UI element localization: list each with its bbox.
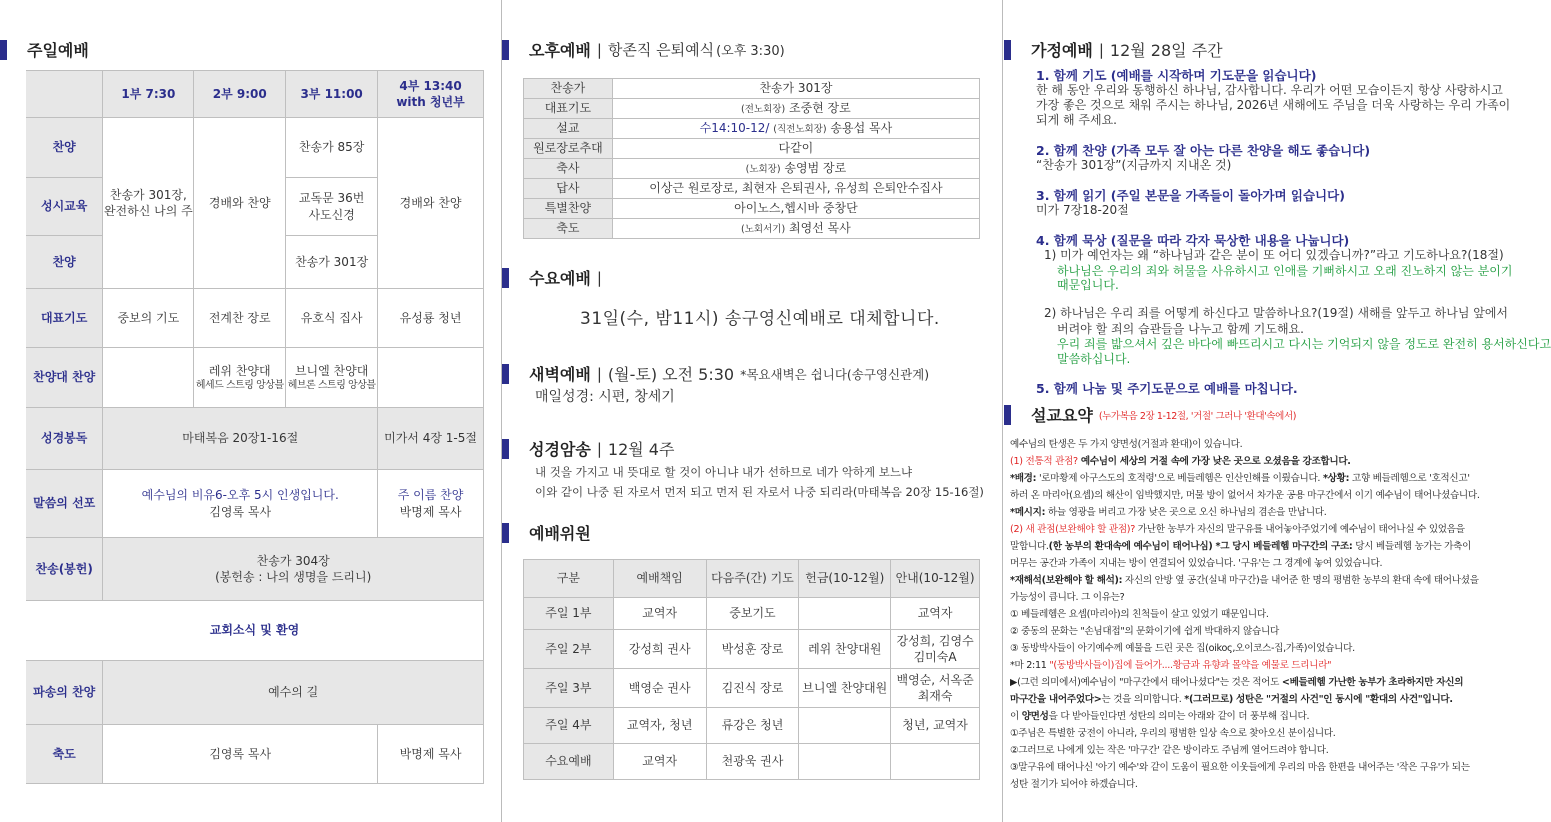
section-title: 주일예배 bbox=[27, 41, 89, 60]
cell: 교독문 36번 사도신경 bbox=[286, 178, 378, 236]
section-title: 새벽예배 bbox=[529, 365, 591, 384]
staff-cell: 레위 찬양대원 bbox=[799, 630, 891, 669]
staff-row bbox=[524, 669, 980, 708]
cell: 찬송가 304장 (봉헌송 : 나의 생명을 드리니) bbox=[103, 538, 484, 601]
section-title: 성경암송 bbox=[529, 440, 591, 459]
section-marker bbox=[502, 523, 509, 543]
cell: 김영록 목사 bbox=[103, 725, 378, 784]
section-divider: | bbox=[596, 40, 602, 59]
summary-line: 가능성이 큽니다. 그 이유는? bbox=[1010, 592, 1125, 603]
family-text: 가장 좋은 것으로 채워 주시는 하나님, 2026년 새해에도 주님을 더욱 사랑하는 우리 가족이 bbox=[1036, 98, 1511, 112]
row-header: 찬양대 찬양 bbox=[26, 348, 103, 408]
staff-row bbox=[524, 708, 980, 744]
section-divider: | bbox=[596, 439, 602, 458]
cell bbox=[103, 470, 378, 538]
summary-line: (1) 전통적 관점? 예수님이 세상의 거절 속에 가장 낮은 곳으로 오셨음을 강조합니다. bbox=[1010, 456, 1351, 467]
afternoon-label: 대표기도 bbox=[524, 99, 613, 119]
staff-row bbox=[524, 598, 980, 630]
row-header: 성경봉독 bbox=[26, 408, 103, 470]
staff-row bbox=[524, 630, 980, 669]
afternoon-value: 다같이 bbox=[612, 139, 979, 159]
choir-name: 레위 찬양대 bbox=[208, 363, 271, 378]
afternoon-row bbox=[524, 159, 980, 179]
cell: 찬송가 301장, 완전하신 나의 주 bbox=[103, 118, 194, 289]
section-staff-header bbox=[502, 521, 591, 544]
column-divider bbox=[1002, 0, 1003, 822]
summary-line: ③말구유에 태어나신 '아기 예수'와 같이 도움이 필요한 이웃들에게 우리의 마음 한편을 내어주는 '작은 구유'가 되는 bbox=[1010, 762, 1470, 773]
choir-ensemble: 헤브론 스트링 앙상블 bbox=[287, 379, 376, 391]
memory-line: 내 것을 가지고 내 뜻대로 할 것이 아니냐 내가 선하므로 네가 악하게 보느냐 bbox=[535, 465, 913, 479]
afternoon-row bbox=[524, 219, 980, 239]
staff-cell: 강성희, 김영수 김미숙A bbox=[891, 630, 980, 669]
cell: 미가서 4장 1-5절 bbox=[378, 408, 484, 470]
family-text: 한 해 동안 우리와 동행하신 하나님, 감사합니다. 우리가 어떤 모습이든지 항상 사랑하시고 bbox=[1036, 83, 1503, 97]
summary-line: ③ 동방박사들이 아기예수께 예물을 드린 곳은 집(oikoς,오이코스-집,가족)이었습니다. bbox=[1010, 643, 1355, 654]
afternoon-row bbox=[524, 99, 980, 119]
summary-line: 성탄 절기가 되어야 하겠습니다. bbox=[1010, 779, 1138, 790]
afternoon-value: 찬송가 301장 bbox=[612, 79, 979, 99]
summary-line: *배경: '로마황제 아구스도의 호적령'으로 베들레헴은 인산인해를 이뤘습니다. *상황: 고향 베들레헴으로 '호적신고' bbox=[1010, 473, 1470, 484]
section-subtitle: 항존직 은퇴예식 bbox=[607, 41, 715, 59]
cell: 중보의 기도 bbox=[103, 289, 194, 348]
family-answer: 하나님은 우리의 죄와 허물을 사유하시고 인애를 기뻐하시고 오래 진노하지 않는 분이기 bbox=[1057, 264, 1513, 278]
family-question: 1) 미가 예언자는 왜 “하나님과 같은 분이 또 어디 있겠습니까?”라고 기도하나요?(18절) bbox=[1044, 248, 1504, 262]
afternoon-row bbox=[524, 199, 980, 219]
afternoon-value: (노회서기) 최영선 목사 bbox=[612, 219, 979, 239]
staff-col-header: 안내(10-12월) bbox=[891, 560, 980, 598]
staff-cell: 박성훈 장로 bbox=[706, 630, 799, 669]
family-question: 버려야 할 죄의 습관들을 나누고 함께 기도해요. bbox=[1057, 322, 1304, 336]
section-title: 수요예배 bbox=[529, 269, 591, 288]
family-step-heading: 4. 함께 묵상 (질문을 따라 각자 묵상한 내용을 나눕니다) bbox=[1036, 233, 1350, 248]
row-header: 축도 bbox=[26, 725, 103, 784]
afternoon-value: 수14:10-12/ (직전노회장) 송용섭 목사 bbox=[612, 119, 979, 139]
section-sunday-header bbox=[0, 38, 89, 61]
family-step-heading: 3. 함께 읽기 (주일 본문을 가족들이 돌아가며 읽습니다) bbox=[1036, 188, 1345, 203]
sunday-service-table bbox=[26, 70, 484, 784]
staff-cell: 교역자, 청년 bbox=[613, 708, 706, 744]
cell: 예수의 길 bbox=[103, 661, 484, 725]
section-title: 예배위원 bbox=[529, 524, 591, 543]
section-title: 오후예배 bbox=[529, 41, 591, 60]
staff-cell: 교역자 bbox=[891, 598, 980, 630]
afternoon-table bbox=[523, 78, 980, 239]
cell: 전계찬 장로 bbox=[194, 289, 286, 348]
summary-line: 예수님의 탄생은 두 가지 양면성(거절과 환대)이 있습니다. bbox=[1010, 439, 1243, 450]
summary-line: *메시지: 하늘 영광을 버리고 가장 낮은 곳으로 오신 하나님의 겸손을 만납니다. bbox=[1010, 507, 1327, 518]
row-header: 찬양 bbox=[26, 236, 103, 289]
staff-col-header: 헌금(10-12월) bbox=[799, 560, 891, 598]
family-answer: 우리 죄를 밟으셔서 깊은 바다에 빠뜨리시고 다시는 기억되지 않을 정도로 완전히 용서하신다고 bbox=[1057, 337, 1551, 351]
summary-line: ①주님은 특별한 궁전이 아니라, 우리의 평범한 일상 속으로 찾아오신 분이십니다. bbox=[1010, 728, 1336, 739]
staff-cell bbox=[799, 598, 891, 630]
afternoon-row bbox=[524, 119, 980, 139]
family-step-heading: 5. 함께 나눔 및 주기도문으로 예배를 마칩니다. bbox=[1036, 381, 1298, 396]
wednesday-text: 31일(수, 밤11시) 송구영신예배로 대체합니다. bbox=[580, 309, 940, 329]
column-divider bbox=[501, 0, 502, 822]
section-marker bbox=[1004, 405, 1011, 425]
staff-row-header: 주일 1부 bbox=[524, 598, 614, 630]
row-header: 파송의 찬양 bbox=[26, 661, 103, 725]
memory-line: 이와 같이 나중 된 자로서 먼저 되고 먼저 된 자로서 나중 되리라(마태복음 20장 15-16절) bbox=[535, 485, 984, 499]
dawn-reading: 매일성경: 시편, 창세기 bbox=[535, 389, 675, 405]
staff-col-header: 구분 bbox=[524, 560, 614, 598]
section-marker bbox=[502, 40, 509, 60]
section-title: 가정예배 bbox=[1031, 41, 1093, 60]
afternoon-label: 특별찬양 bbox=[524, 199, 613, 219]
cell bbox=[378, 348, 484, 408]
staff-cell: 강성희 권사 bbox=[613, 630, 706, 669]
cell bbox=[378, 470, 484, 538]
cell: 유호식 집사 bbox=[286, 289, 378, 348]
sermon-title: 예수님의 비유6-오후 5시 인생입니다. bbox=[141, 488, 339, 503]
cell bbox=[286, 348, 378, 408]
afternoon-label: 축사 bbox=[524, 159, 613, 179]
summary-line: 말합니다.(한 농부의 환대속에 예수님이 태어나심) *그 당시 베들레헴 마구간의 구조: 당시 베들레헴 농가는 가축이 bbox=[1010, 541, 1472, 552]
family-week: 12월 28일 주간 bbox=[1109, 41, 1223, 60]
section-marker bbox=[502, 364, 509, 384]
family-text: 미가 7장18-20절 bbox=[1036, 203, 1129, 217]
section-memory-header bbox=[502, 437, 674, 460]
staff-col-header: 다음주(간) 기도 bbox=[706, 560, 799, 598]
section-marker bbox=[0, 40, 7, 60]
summary-line: ② 중동의 문화는 "손님대접"의 문화이기에 쉽게 박대하지 않습니다 bbox=[1010, 626, 1279, 637]
section-divider: | bbox=[596, 268, 602, 287]
staff-cell: 브니엘 찬양대원 bbox=[799, 669, 891, 708]
staff-row-header: 주일 2부 bbox=[524, 630, 614, 669]
sermon-pastor: 김영록 목사 bbox=[209, 504, 272, 519]
news-row: 교회소식 및 환영 bbox=[26, 601, 484, 661]
cell: 경배와 찬양 bbox=[194, 118, 286, 289]
cell: 유성룡 청년 bbox=[378, 289, 484, 348]
section-marker bbox=[502, 439, 509, 459]
table-corner bbox=[26, 71, 103, 118]
row-header: 찬양 bbox=[26, 118, 103, 178]
section-divider: | bbox=[1098, 40, 1104, 59]
section-family-header bbox=[1004, 38, 1223, 61]
family-step-heading: 1. 함께 기도 (예배를 시작하며 기도문을 읽습니다) bbox=[1036, 68, 1317, 83]
family-question: 2) 하나님은 우리 죄를 어떻게 하신다고 말씀하나요?(19절) 새해를 앞두고 하나님 앞에서 bbox=[1044, 306, 1509, 320]
staff-table bbox=[523, 559, 980, 780]
afternoon-value: (노회장) 송영범 장로 bbox=[612, 159, 979, 179]
col-header: 2부 9:00 bbox=[194, 71, 286, 118]
staff-cell: 교역자 bbox=[613, 598, 706, 630]
afternoon-value: 아이노스,헵시바 중창단 bbox=[612, 199, 979, 219]
col-header: 3부 11:00 bbox=[286, 71, 378, 118]
staff-row bbox=[524, 744, 980, 780]
family-answer: 때문입니다. bbox=[1057, 278, 1119, 292]
family-text: 되게 해 주세요. bbox=[1036, 113, 1117, 127]
summary-reference: (누가복음 2장 1-12절, '거절' 그러나 '환대'속에서) bbox=[1098, 410, 1297, 422]
staff-cell: 백영순 권사 bbox=[613, 669, 706, 708]
afternoon-label: 원로장로추대 bbox=[524, 139, 613, 159]
row-header: 찬송(봉헌) bbox=[26, 538, 103, 601]
choir-ensemble: 헤세드 스트링 앙상블 bbox=[195, 379, 284, 391]
staff-cell: 천광욱 권사 bbox=[706, 744, 799, 780]
staff-col-header: 예배책임 bbox=[613, 560, 706, 598]
row-header: 말씀의 선포 bbox=[26, 470, 103, 538]
cell: 박명제 목사 bbox=[378, 725, 484, 784]
family-text: “찬송가 301장”(지금까지 지내온 것) bbox=[1036, 158, 1232, 172]
row-header: 대표기도 bbox=[26, 289, 103, 348]
section-wednesday-header bbox=[502, 266, 602, 289]
staff-cell bbox=[799, 744, 891, 780]
section-afternoon-header bbox=[502, 38, 785, 61]
staff-cell: 김진식 장로 bbox=[706, 669, 799, 708]
cell bbox=[103, 348, 194, 408]
afternoon-label: 축도 bbox=[524, 219, 613, 239]
staff-row-header: 주일 4부 bbox=[524, 708, 614, 744]
afternoon-label: 찬송가 bbox=[524, 79, 613, 99]
summary-line: *재해석(보완해야 할 해석): 자신의 안방 옆 공간(실내 마구간)을 내어준 한 명의 평범한 농부의 환대 속에 태어나셨을 bbox=[1010, 575, 1479, 586]
family-step-heading: 2. 함께 찬양 (가족 모두 잘 아는 다른 찬양을 해도 좋습니다) bbox=[1036, 143, 1371, 158]
summary-line: *마 2:11 "(동방박사들이)집에 들어가....황금과 유향과 몰약을 예물로 드리니라" bbox=[1010, 660, 1332, 671]
staff-cell: 중보기도 bbox=[706, 598, 799, 630]
section-dawn-header bbox=[502, 362, 929, 385]
section-summary-header bbox=[1004, 403, 1296, 426]
afternoon-value: 이상근 원로장로, 최현자 은퇴권사, 유성희 은퇴안수집사 bbox=[612, 179, 979, 199]
afternoon-row bbox=[524, 139, 980, 159]
choir-name: 브니엘 찬양대 bbox=[294, 363, 369, 378]
afternoon-label: 설교 bbox=[524, 119, 613, 139]
family-answer: 말씀하십니다. bbox=[1057, 352, 1131, 366]
staff-cell bbox=[891, 744, 980, 780]
cell: 찬송가 301장 bbox=[286, 236, 378, 289]
col-header: 1부 7:30 bbox=[103, 71, 194, 118]
section-marker bbox=[502, 268, 509, 288]
staff-row-header: 주일 3부 bbox=[524, 669, 614, 708]
dawn-note: *목요새벽은 쉽니다(송구영신관계) bbox=[740, 366, 930, 382]
summary-line: 하러 온 마리아(요셉)의 해산이 임박했지만, 머물 방이 없어서 차가운 공용 마구간에서 이기 예수님이 태어나셨습니다. bbox=[1010, 490, 1480, 501]
staff-cell: 청년, 교역자 bbox=[891, 708, 980, 744]
staff-row-header: 수요예배 bbox=[524, 744, 614, 780]
staff-cell: 교역자 bbox=[613, 744, 706, 780]
section-divider: | bbox=[596, 364, 602, 383]
section-marker bbox=[1004, 40, 1011, 60]
sermon-pastor: 박명제 목사 bbox=[399, 504, 462, 519]
dawn-time: (월-토) 오전 5:30 bbox=[607, 365, 735, 384]
cell bbox=[194, 348, 286, 408]
afternoon-row bbox=[524, 179, 980, 199]
section-time: (오후 3:30) bbox=[716, 44, 785, 59]
summary-line: ① 베들레헴은 요셉(마리아)의 친척들이 살고 있었기 때문입니다. bbox=[1010, 609, 1269, 620]
memory-week: 12월 4주 bbox=[607, 440, 675, 459]
cell: 찬송가 85장 bbox=[286, 118, 378, 178]
summary-line: 마구간을 내어주었다>는 것을 의미합니다. *(그러므로) 성탄은 "거절의 사건"인 동시에 "환대의 사건"입니다. bbox=[1010, 694, 1453, 705]
cell: 경배와 찬양 bbox=[378, 118, 484, 289]
summary-line: ②그러므로 나에게 있는 작은 '마구간' 같은 방이라도 주님께 열어드려야 합니다. bbox=[1010, 745, 1329, 756]
row-header: 성시교육 bbox=[26, 178, 103, 236]
section-title: 설교요약 bbox=[1031, 406, 1093, 425]
col-header: 4부 13:40 with 청년부 bbox=[378, 71, 484, 118]
summary-line: (2) 새 관점(보완해야 할 관점)? 가난한 농부가 자신의 말구유를 내어놓아주었기에 예수님이 태어나실 수 있었음을 bbox=[1010, 524, 1465, 535]
staff-cell bbox=[799, 708, 891, 744]
sermon-summary bbox=[1010, 436, 1490, 793]
sermon-title: 주 이름 찬양 bbox=[397, 488, 464, 503]
staff-cell: 백영순, 서옥준 최재숙 bbox=[891, 669, 980, 708]
afternoon-label: 답사 bbox=[524, 179, 613, 199]
staff-cell: 류강은 청년 bbox=[706, 708, 799, 744]
summary-line: 머무는 공간과 가족이 지내는 방이 연결되어 있었습니다. '구유'는 그 경계에 놓여 있었습니다. bbox=[1010, 558, 1383, 569]
afternoon-row bbox=[524, 79, 980, 99]
afternoon-value: (전노회장) 조중현 장로 bbox=[612, 99, 979, 119]
summary-line: 이 양면성을 다 받아들인다면 성탄의 의미는 아래와 같이 더 풍부해 집니다. bbox=[1010, 711, 1310, 722]
cell: 마태복음 20장1-16절 bbox=[103, 408, 378, 470]
summary-line: ▶(그런 의미에서)예수님이 "마구간에서 태어나셨다"는 것은 적어도 <베들레헴 가난한 농부가 초라하지만 자신의 bbox=[1010, 677, 1464, 688]
